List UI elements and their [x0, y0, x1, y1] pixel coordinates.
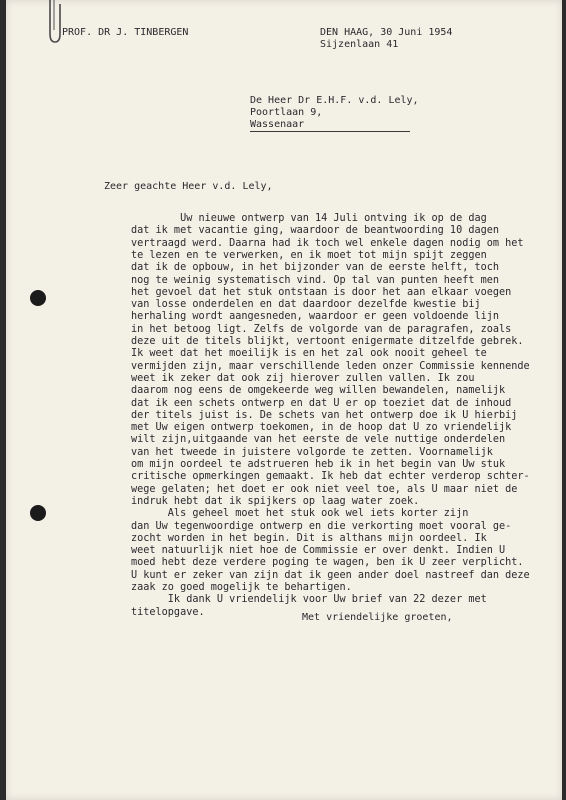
salutation: Zeer geachte Heer v.d. Lely,	[104, 181, 273, 192]
body-line: weet ik zeker dat ook zij hierover zullen vallen. Ik zou	[131, 372, 475, 384]
body-line: Ik dank U vriendelijk voor Uw brief van 22 dezer met	[131, 594, 487, 606]
body-line: deze uit de titels blijkt, vertoont enigermate ditzelfde gebrek.	[131, 336, 524, 347]
body-line: van losse onderdelen en dat daardoor dezelfde kwestie bij	[131, 299, 481, 311]
body-line: dat ik met vacantie ging, waardoor de beantwoording 10 dagen	[131, 225, 500, 237]
body-line: der titels juist is. De schets van het ontwerp doe ik U hierbij	[131, 409, 518, 421]
body-line: vertraagd werd. Daarna had ik toch wel enkele dagen nodig om het	[131, 237, 524, 249]
body-line: van het tweede in juistere volgorde te zetten. Voornamelijk	[131, 446, 493, 458]
body-line: weet natuurlijk niet hoe de Commissie er over denkt. Indien U	[131, 545, 506, 557]
body-line: titelopgave.	[131, 606, 205, 618]
paper-clip-icon	[42, 0, 66, 46]
sender-street: Sijzenlaan 41	[320, 39, 399, 50]
body-line: vermijden zijn, maar verschillende leden onzer Commissie kennende	[131, 360, 530, 372]
closing: Met vriendelijke groeten,	[302, 612, 453, 623]
body-line: met Uw eigen ontwerp toekomen, in de hoop dat U zo vriendelijk	[131, 422, 512, 434]
body-line: dan Uw tegenwoordige ontwerp en die verkorting moet vooral ge-	[131, 520, 512, 532]
body-line: wilt zijn,uitgaande van het eerste de vele nuttige onderdelen	[131, 434, 506, 446]
body-line: in het betoog ligt. Zelfs de volgorde van de paragrafen, zoals	[131, 323, 512, 335]
letter-sheet	[6, 0, 562, 800]
body-line: het gevoel dat het stuk ontstaan is door het aan elkaar voegen	[131, 286, 512, 298]
recipient-name: De Heer Dr E.H.F. v.d. Lely,	[250, 95, 419, 106]
body-line: indruk hebt dat ik spijkers op laag water zoek.	[131, 495, 420, 507]
body-line: om mijn oordeel te adstrueren heb ik in het begin van Uw stuk	[131, 459, 506, 470]
body-line: te lezen en te verwerken, en ik moet tot mijn spijt zeggen	[131, 249, 487, 261]
place-date: DEN HAAG, 30 Juni 1954	[320, 27, 453, 38]
body-line: wege gelaten; het doet er ook niet veel toe, als U maar niet de	[131, 483, 518, 495]
punch-hole	[30, 505, 46, 521]
body-line: U kunt er zeker van zijn dat ik geen ander doel nastreef dan deze	[131, 569, 530, 581]
body-line: dat ik de opbouw, in het bijzonder van de eerste helft, toch	[131, 262, 500, 274]
punch-hole	[30, 290, 46, 306]
body-line: zocht worden in het begin. Dit is althans mijn oordeel. Ik	[131, 532, 487, 544]
body-line: dat ik een schets ontwerp en dat U er op toeziet dat de inhoud	[131, 397, 512, 409]
body-line: Als geheel moet het stuk ook wel iets korter zijn	[131, 508, 469, 520]
recipient-street: Poortlaan 9,	[250, 107, 323, 118]
body-line: moed hebt deze verdere poging te wagen, ben ik U zeer verplicht.	[131, 557, 524, 569]
address-underline	[250, 131, 410, 132]
sender-name: PROF. DR J. TINBERGEN	[62, 27, 189, 38]
body-line: zaak zo goed mogelijk te behartigen.	[131, 582, 352, 593]
body-line: daarom nog eens de omgekeerde weg willen bewandelen, namelijk	[131, 385, 506, 397]
body-line: Uw nieuwe ontwerp van 14 Juli ontving ik op de dag	[131, 213, 487, 224]
body-line: herhaling wordt aangesneden, waardoor er geen voldoende lijn	[131, 311, 500, 323]
body-line: nog te weinig systematisch vind. Op tal van punten heeft men	[131, 274, 500, 286]
body-line: Ik weet dat het moeilijk is en het zal ook nooit geheel te	[131, 348, 487, 360]
recipient-city: Wassenaar	[250, 119, 305, 130]
body-line: critische opmerkingen gemaakt. Ik heb dat echter verderop schter-	[131, 471, 530, 483]
